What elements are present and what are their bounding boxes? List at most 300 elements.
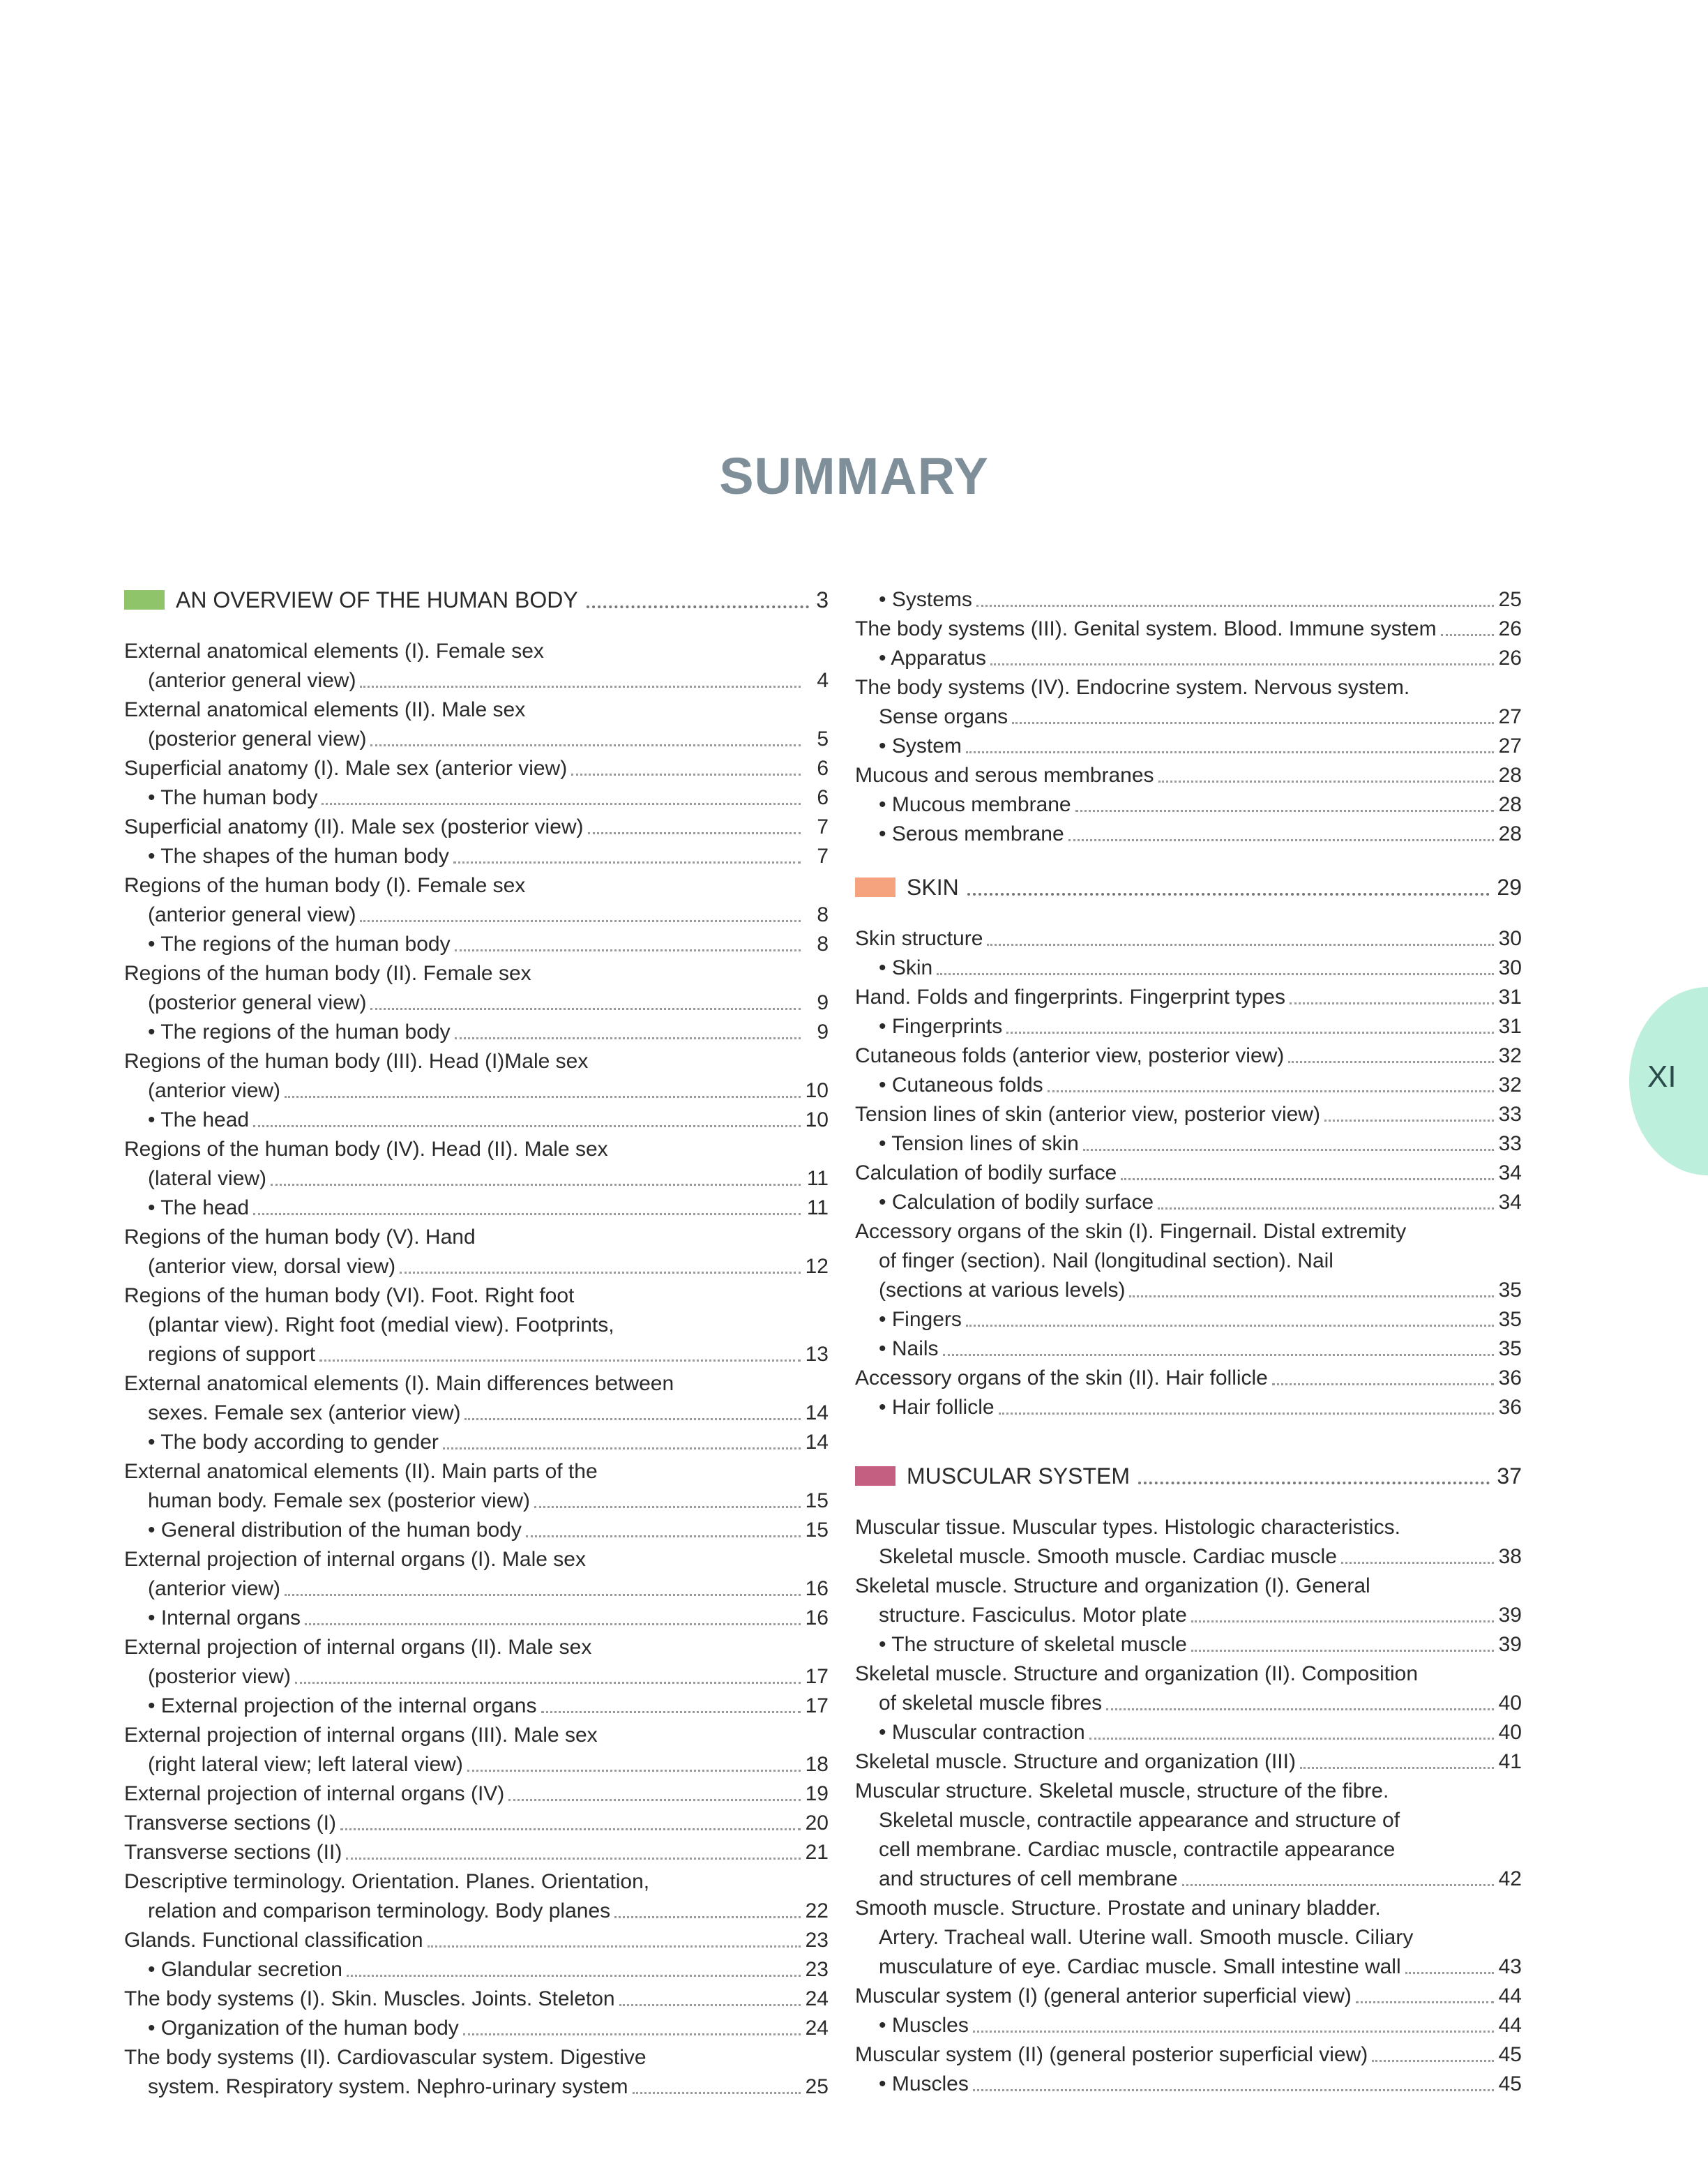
- toc-page-number: 10: [805, 1108, 829, 1131]
- toc-entry-line: [855, 1188, 1522, 1217]
- toc-entry[interactable]: [855, 2070, 1522, 2099]
- toc-entry[interactable]: [124, 871, 829, 930]
- bullet-icon: •: [879, 1337, 892, 1360]
- toc-entry[interactable]: [124, 637, 829, 695]
- toc-entry-text: [148, 1604, 301, 1633]
- toc-entry[interactable]: [124, 1721, 829, 1779]
- toc-entry-text: [879, 1334, 939, 1364]
- dot-leader: [346, 1858, 801, 1860]
- toc-entry-text: [879, 1718, 1085, 1747]
- dot-leader: [443, 1447, 801, 1449]
- dot-leader: [973, 2089, 1494, 2091]
- bullet-icon: •: [879, 735, 892, 758]
- dot-leader: [1048, 1090, 1494, 1092]
- toc-entry-line: [855, 702, 1522, 732]
- toc-entry-line: [855, 732, 1522, 761]
- toc-entry-text: [879, 585, 972, 615]
- toc-entry[interactable]: [855, 1659, 1522, 1718]
- dot-leader: [966, 1325, 1494, 1327]
- toc-entry[interactable]: [124, 754, 829, 783]
- toc-entry-text: (posterior general view): [148, 991, 367, 1014]
- dot-leader: [400, 1272, 801, 1274]
- toc-page-number: 43: [1498, 1955, 1522, 1978]
- toc-entry[interactable]: [855, 1513, 1522, 1572]
- toc-page-number: 16: [805, 1577, 829, 1600]
- dot-leader: [467, 1770, 801, 1772]
- toc-page-number: 40: [1498, 1692, 1522, 1715]
- toc-entry[interactable]: [124, 1106, 829, 1135]
- toc-page-number: 20: [805, 1812, 829, 1835]
- toc-entry[interactable]: [124, 930, 829, 959]
- bullet-icon: •: [148, 1606, 161, 1629]
- toc-entry[interactable]: [124, 1193, 829, 1223]
- dot-leader: [370, 1008, 801, 1010]
- dot-leader: [253, 1125, 801, 1127]
- toc-entry-line: [855, 1630, 1522, 1659]
- toc-entry[interactable]: [124, 1779, 829, 1809]
- bullet-icon: •: [148, 1694, 161, 1717]
- dot-leader: [976, 605, 1494, 607]
- toc-entry[interactable]: [855, 1305, 1522, 1334]
- toc-entry-text: [879, 954, 932, 983]
- bullet-icon: •: [148, 1021, 161, 1044]
- toc-entry[interactable]: [855, 1159, 1522, 1188]
- toc-entry-text: External anatomical elements (II). Main parts of the: [124, 1460, 598, 1483]
- toc-page-number: 8: [817, 903, 829, 926]
- toc-page-number: 24: [805, 1987, 829, 2010]
- toc-entry-line: [855, 1364, 1522, 1393]
- toc-entry[interactable]: [124, 1516, 829, 1545]
- toc-entry-label: Fingers: [891, 1308, 962, 1331]
- dot-leader: [1121, 1178, 1494, 1180]
- bullet-icon: •: [148, 933, 161, 956]
- section-heading[interactable]: [855, 1461, 1522, 1491]
- toc-entry-label: The regions of the human body: [160, 1021, 451, 1044]
- toc-entry-line: [855, 983, 1522, 1012]
- toc-entry[interactable]: [124, 1047, 829, 1106]
- toc-entry[interactable]: [855, 761, 1522, 790]
- toc-entry-label: Muscles: [891, 2072, 969, 2095]
- toc-page-number: 8: [817, 933, 829, 956]
- dot-leader: [305, 1623, 801, 1625]
- toc-entry[interactable]: [855, 790, 1522, 820]
- toc-entry-line: [124, 1779, 829, 1809]
- toc-entry[interactable]: [855, 983, 1522, 1012]
- toc-entry-line: [855, 1777, 1522, 1806]
- toc-entry[interactable]: [124, 1955, 829, 1985]
- toc-entry-label: Skin: [891, 956, 933, 979]
- toc-entry[interactable]: [124, 1809, 829, 1838]
- toc-entry[interactable]: [855, 1572, 1522, 1630]
- toc-entry-text: Regions of the human body (IV). Head (II). Male sex: [124, 1138, 608, 1161]
- toc-entry-text: Skeletal muscle. Structure and organization (II). Composition: [855, 1662, 1419, 1685]
- toc-entry-text: Skeletal muscle, contractile appearance and structure of: [879, 1809, 1400, 1832]
- page-title: SUMMARY: [719, 447, 989, 505]
- toc-page-number: 16: [805, 1606, 829, 1629]
- toc-entry[interactable]: [124, 1428, 829, 1457]
- toc-entry[interactable]: [124, 1985, 829, 2014]
- toc-entry-text: regions of support: [148, 1343, 316, 1366]
- toc-entry-line: [124, 1076, 829, 1106]
- dot-leader: [1272, 1383, 1494, 1385]
- dot-leader: [271, 1184, 801, 1186]
- toc-entry-line: [124, 1809, 829, 1838]
- toc-entry-text: Regions of the human body (VI). Foot. Right foot: [124, 1284, 575, 1307]
- toc-page-number: 14: [805, 1401, 829, 1424]
- dot-leader: [322, 803, 801, 805]
- toc-page-number: 11: [806, 1196, 829, 1219]
- toc-entry[interactable]: [124, 959, 829, 1018]
- toc-entry[interactable]: [855, 954, 1522, 983]
- toc-entry-line: [124, 1633, 829, 1662]
- toc-entry-text: Regions of the human body (V). Hand: [124, 1226, 476, 1249]
- bullet-icon: •: [148, 786, 161, 809]
- section-page-number: 29: [1497, 874, 1522, 900]
- toc-entry[interactable]: [124, 1545, 829, 1604]
- toc-page-number: 12: [805, 1255, 829, 1278]
- toc-entry-text: (anterior general view): [148, 903, 356, 926]
- toc-page-number: 32: [1498, 1074, 1522, 1097]
- toc-page-number: 45: [1498, 2072, 1522, 2095]
- toc-page-number: 27: [1498, 705, 1522, 728]
- bullet-icon: •: [148, 1108, 161, 1131]
- dot-leader: [285, 1594, 801, 1596]
- toc-entry-line: [124, 2043, 829, 2072]
- toc-entry-text: [879, 644, 986, 673]
- toc-entry-label: Glandular secretion: [160, 1958, 342, 1981]
- toc-entry[interactable]: [855, 732, 1522, 761]
- dot-leader: [534, 1506, 801, 1508]
- toc-entry[interactable]: [855, 615, 1522, 644]
- toc-entry[interactable]: [855, 1188, 1522, 1217]
- toc-entry[interactable]: [124, 1369, 829, 1428]
- toc-entry[interactable]: [124, 2043, 829, 2102]
- toc-page-number: 21: [805, 1841, 829, 1864]
- toc-entry-line: [855, 954, 1522, 983]
- toc-entry-text: [879, 1305, 962, 1334]
- dot-leader: [347, 1975, 801, 1977]
- toc-entry-label: Tension lines of skin: [891, 1132, 1079, 1155]
- toc-entry[interactable]: [855, 1982, 1522, 2011]
- section-heading-label: MUSCULAR SYSTEM: [907, 1463, 1131, 1489]
- section-color-marker: [855, 878, 895, 897]
- toc-page-number: 40: [1498, 1721, 1522, 1744]
- toc-entry-text: [879, 1630, 1187, 1659]
- toc-entry-text: External anatomical elements (II). Male sex: [124, 698, 526, 721]
- toc-entry-line: [855, 1334, 1522, 1364]
- toc-entry[interactable]: [855, 673, 1522, 732]
- bullet-icon: •: [879, 1074, 892, 1097]
- toc-entry-line: [124, 1574, 829, 1604]
- toc-entry-line: [124, 1955, 829, 1985]
- dot-leader: [943, 1354, 1494, 1356]
- toc-entry-text: Skeletal muscle. Structure and organization (I). General: [855, 1574, 1370, 1597]
- toc-entry-line: [855, 1305, 1522, 1334]
- toc-entry-line: [124, 842, 829, 871]
- bullet-icon: •: [879, 1132, 892, 1155]
- toc-entry-text: External anatomical elements (I). Main differences between: [124, 1372, 674, 1395]
- dot-leader: [987, 944, 1494, 946]
- toc-entry-text: Calculation of bodily surface: [855, 1161, 1117, 1184]
- toc-entry-text: Regions of the human body (III). Head (I)Male sex: [124, 1050, 589, 1073]
- toc-entry[interactable]: [855, 820, 1522, 849]
- toc-page-number: 28: [1498, 793, 1522, 816]
- toc-entry-text: (anterior view, dorsal view): [148, 1255, 396, 1278]
- section-heading[interactable]: [855, 873, 1522, 902]
- toc-entry-line: [855, 1393, 1522, 1422]
- bullet-icon: •: [879, 1633, 892, 1656]
- toc-entry-text: [148, 1018, 451, 1047]
- dot-leader: [1324, 1120, 1494, 1122]
- toc-entry[interactable]: [855, 1334, 1522, 1364]
- toc-entry[interactable]: [855, 1041, 1522, 1071]
- toc-entry-line: [855, 2070, 1522, 2099]
- toc-entry-text: relation and comparison terminology. Body planes: [148, 1899, 611, 1922]
- toc-entry-text: [879, 1188, 1154, 1217]
- section-heading[interactable]: [124, 585, 829, 615]
- toc-entry[interactable]: [855, 924, 1522, 954]
- toc-entry[interactable]: [124, 1281, 829, 1369]
- bullet-icon: •: [879, 2072, 892, 2095]
- dot-leader: [428, 1945, 801, 1948]
- toc-entry-text: [148, 783, 317, 813]
- toc-entry-line: [124, 1516, 829, 1545]
- section-page-number: 37: [1497, 1463, 1522, 1489]
- bullet-icon: •: [148, 2017, 161, 2040]
- toc-page-number: 14: [805, 1431, 829, 1454]
- bullet-icon: •: [148, 845, 161, 868]
- toc-entry-label: Calculation of bodily surface: [891, 1191, 1154, 1214]
- toc-page-number: 13: [805, 1343, 829, 1366]
- section-color-marker: [855, 1466, 895, 1486]
- toc-entry[interactable]: [855, 1012, 1522, 1041]
- dot-leader: [253, 1213, 801, 1215]
- toc-entry[interactable]: [124, 1223, 829, 1281]
- toc-entry[interactable]: [855, 1747, 1522, 1777]
- toc-entry[interactable]: [124, 1135, 829, 1193]
- bullet-icon: •: [148, 1958, 161, 1981]
- toc-page-number: 27: [1498, 735, 1522, 758]
- toc-right-column: [855, 585, 1522, 2099]
- toc-page-number: 15: [805, 1489, 829, 1512]
- toc-entry-label: Muscles: [891, 2014, 969, 2037]
- bullet-icon: •: [879, 793, 892, 816]
- toc-entry-line: [855, 790, 1522, 820]
- toc-entry-text: Skin structure: [855, 927, 983, 950]
- toc-entry-text: Glands. Functional classification: [124, 1929, 423, 1952]
- toc-entry[interactable]: [124, 1604, 829, 1633]
- toc-entry[interactable]: [855, 1630, 1522, 1659]
- toc-entry-text: [148, 1955, 342, 1985]
- bullet-icon: •: [879, 647, 891, 670]
- toc-entry-line: [124, 1340, 829, 1369]
- toc-entry-line: [855, 644, 1522, 673]
- toc-entry-line: [855, 1129, 1522, 1159]
- toc-page-number: 10: [805, 1079, 829, 1102]
- toc-entry-text: Muscular system (I) (general anterior superficial view): [855, 1985, 1352, 2008]
- toc-entry-text: Superficial anatomy (I). Male sex (anterior view): [124, 757, 568, 780]
- toc-page-number: 7: [817, 845, 829, 868]
- toc-entry-line: [124, 871, 829, 901]
- toc-entry-line: [124, 1193, 829, 1223]
- toc-entry-text: Regions of the human body (II). Female sex: [124, 962, 531, 985]
- toc-entry[interactable]: [124, 2014, 829, 2043]
- toc-page-number: 9: [817, 991, 829, 1014]
- toc-entry[interactable]: [124, 1867, 829, 1926]
- toc-entry-line: [124, 1399, 829, 1428]
- toc-entry-line: [855, 2011, 1522, 2040]
- toc-page-number: 6: [817, 757, 829, 780]
- dot-leader: [1441, 634, 1494, 636]
- toc-entry-label: The human body: [160, 786, 318, 809]
- dot-leader: [1083, 1149, 1494, 1151]
- toc-entry-label: Mucous membrane: [891, 793, 1071, 816]
- toc-entry-line: [124, 1018, 829, 1047]
- toc-entry-line: [124, 1867, 829, 1897]
- toc-entry-line: [855, 1100, 1522, 1129]
- bullet-icon: •: [879, 2014, 892, 2037]
- toc-entry-label: External projection of the internal organs: [160, 1694, 537, 1717]
- toc-entry[interactable]: [855, 644, 1522, 673]
- toc-entry[interactable]: [124, 1926, 829, 1955]
- toc-entry-text: Superficial anatomy (II). Male sex (posterior view): [124, 815, 584, 838]
- toc-entry-line: [855, 1572, 1522, 1601]
- dot-leader: [937, 973, 1494, 975]
- toc-entry-text: [879, 820, 1064, 849]
- toc-entry-text: of skeletal muscle fibres: [879, 1692, 1103, 1715]
- toc-entry-label: Hair follicle: [891, 1396, 995, 1419]
- toc-entry[interactable]: [855, 585, 1522, 615]
- toc-entry-text: [148, 1193, 249, 1223]
- toc-entry-line: [855, 1689, 1522, 1718]
- toc-entry-label: Muscular contraction: [891, 1721, 1085, 1744]
- toc-page-number: 23: [805, 1929, 829, 1952]
- toc-entry-text: (plantar view). Right foot (medial view). Footprints,: [148, 1313, 614, 1336]
- toc-entry-text: Accessory organs of the skin (I). Fingernail. Distal extremity: [855, 1220, 1407, 1243]
- toc-entry-text: External projection of internal organs (I). Male sex: [124, 1548, 586, 1571]
- bullet-icon: •: [879, 1721, 892, 1744]
- toc-page-number: 25: [1498, 588, 1522, 611]
- toc-entry-text: structure. Fasciculus. Motor plate: [879, 1604, 1187, 1627]
- dot-leader: [1129, 1295, 1494, 1297]
- dot-leader: [973, 2031, 1494, 2033]
- dot-leader: [1106, 1708, 1494, 1710]
- toc-page-number: 33: [1498, 1132, 1522, 1155]
- toc-page-number: 31: [1498, 1015, 1522, 1038]
- toc-page-number: 35: [1498, 1279, 1522, 1302]
- toc-entry[interactable]: [855, 2011, 1522, 2040]
- toc-entry-line: [124, 1164, 829, 1193]
- toc-page-number: 39: [1498, 1633, 1522, 1656]
- toc-entry-text: Descriptive terminology. Orientation. Planes. Orientation,: [124, 1870, 650, 1893]
- toc-page-number: 18: [805, 1753, 829, 1776]
- toc-entry-text: External projection of internal organs (IV): [124, 1782, 505, 1805]
- toc-entry[interactable]: [855, 1217, 1522, 1305]
- toc-entry[interactable]: [124, 783, 829, 813]
- toc-entry-text: The body systems (II). Cardiovascular system. Digestive: [124, 2046, 647, 2069]
- toc-entry-text: [148, 1516, 522, 1545]
- dot-leader: [464, 1418, 801, 1420]
- dot-leader: [588, 832, 801, 834]
- toc-entry-line: [124, 813, 829, 842]
- dot-leader: [295, 1682, 801, 1684]
- toc-entry-text: (right lateral view; left lateral view): [148, 1753, 463, 1776]
- toc-entry-line: [124, 1604, 829, 1633]
- toc-entry-line: [855, 1513, 1522, 1542]
- toc-entry[interactable]: [124, 695, 829, 754]
- toc-page-number: 17: [805, 1694, 829, 1717]
- toc-entry[interactable]: [124, 1633, 829, 1692]
- toc-entry[interactable]: [855, 1071, 1522, 1100]
- toc-entry-text: [879, 2011, 969, 2040]
- toc-page-number: 30: [1498, 956, 1522, 979]
- toc-entry-label: System: [891, 735, 962, 758]
- toc-entry-text: Muscular system (II) (general posterior superficial view): [855, 2043, 1368, 2066]
- bullet-icon: •: [879, 822, 892, 845]
- toc-entry-text: [148, 2014, 459, 2043]
- toc-page-number: 36: [1498, 1396, 1522, 1419]
- toc-entry[interactable]: [855, 1129, 1522, 1159]
- dot-leader: [455, 949, 801, 951]
- toc-entry-line: [855, 1718, 1522, 1747]
- section-page-number: 3: [816, 587, 829, 612]
- dot-leader: [1089, 1738, 1494, 1740]
- dot-leader: [526, 1535, 801, 1537]
- bullet-icon: •: [879, 588, 892, 611]
- toc-page-number: 17: [805, 1665, 829, 1688]
- toc-entry-line: [855, 1865, 1522, 1894]
- toc-entry-text: of finger (section). Nail (longitudinal section). Nail: [879, 1249, 1333, 1272]
- toc-entry[interactable]: [855, 1718, 1522, 1747]
- toc-entry[interactable]: [124, 1838, 829, 1867]
- toc-entry-line: [124, 930, 829, 959]
- toc-page-number: 7: [817, 815, 829, 838]
- toc-entry-text: [879, 732, 962, 761]
- toc-entry-text: Hand. Folds and fingerprints. Fingerprint types: [855, 986, 1285, 1009]
- toc-entry-text: Mucous and serous membranes: [855, 764, 1154, 787]
- toc-page-number: 30: [1498, 927, 1522, 950]
- toc-entry[interactable]: [124, 1457, 829, 1516]
- toc-entry[interactable]: [855, 2040, 1522, 2070]
- toc-entry[interactable]: [855, 1777, 1522, 1894]
- bullet-icon: •: [879, 1191, 892, 1214]
- toc-entry-line: [855, 820, 1522, 849]
- toc-entry-text: (sections at various levels): [879, 1279, 1126, 1302]
- toc-page-number: 31: [1498, 986, 1522, 1009]
- toc-entry[interactable]: [855, 1100, 1522, 1129]
- toc-entry[interactable]: [124, 813, 829, 842]
- toc-entry[interactable]: [855, 1393, 1522, 1422]
- dot-leader: [1138, 1482, 1490, 1484]
- toc-entry-text: Muscular tissue. Muscular types. Histologic characteristics.: [855, 1516, 1400, 1539]
- toc-entry-text: Muscular structure. Skeletal muscle, structure of the fibre.: [855, 1779, 1389, 1802]
- dot-leader: [319, 1360, 801, 1362]
- toc-entry-line: [124, 695, 829, 725]
- dot-leader: [587, 605, 810, 608]
- toc-entry[interactable]: [124, 1018, 829, 1047]
- toc-entry-line: [124, 901, 829, 930]
- toc-entry-line: [124, 1985, 829, 2014]
- dot-leader: [541, 1711, 801, 1713]
- toc-entry-text: Accessory organs of the skin (II). Hair follicle: [855, 1366, 1268, 1390]
- toc-entry[interactable]: [124, 1692, 829, 1721]
- toc-entry[interactable]: [855, 1894, 1522, 1982]
- toc-entry-line: [124, 1135, 829, 1164]
- toc-entry[interactable]: [124, 842, 829, 871]
- toc-entry-text: [879, 1129, 1079, 1159]
- toc-entry-line: [855, 673, 1522, 702]
- toc-entry[interactable]: [855, 1364, 1522, 1393]
